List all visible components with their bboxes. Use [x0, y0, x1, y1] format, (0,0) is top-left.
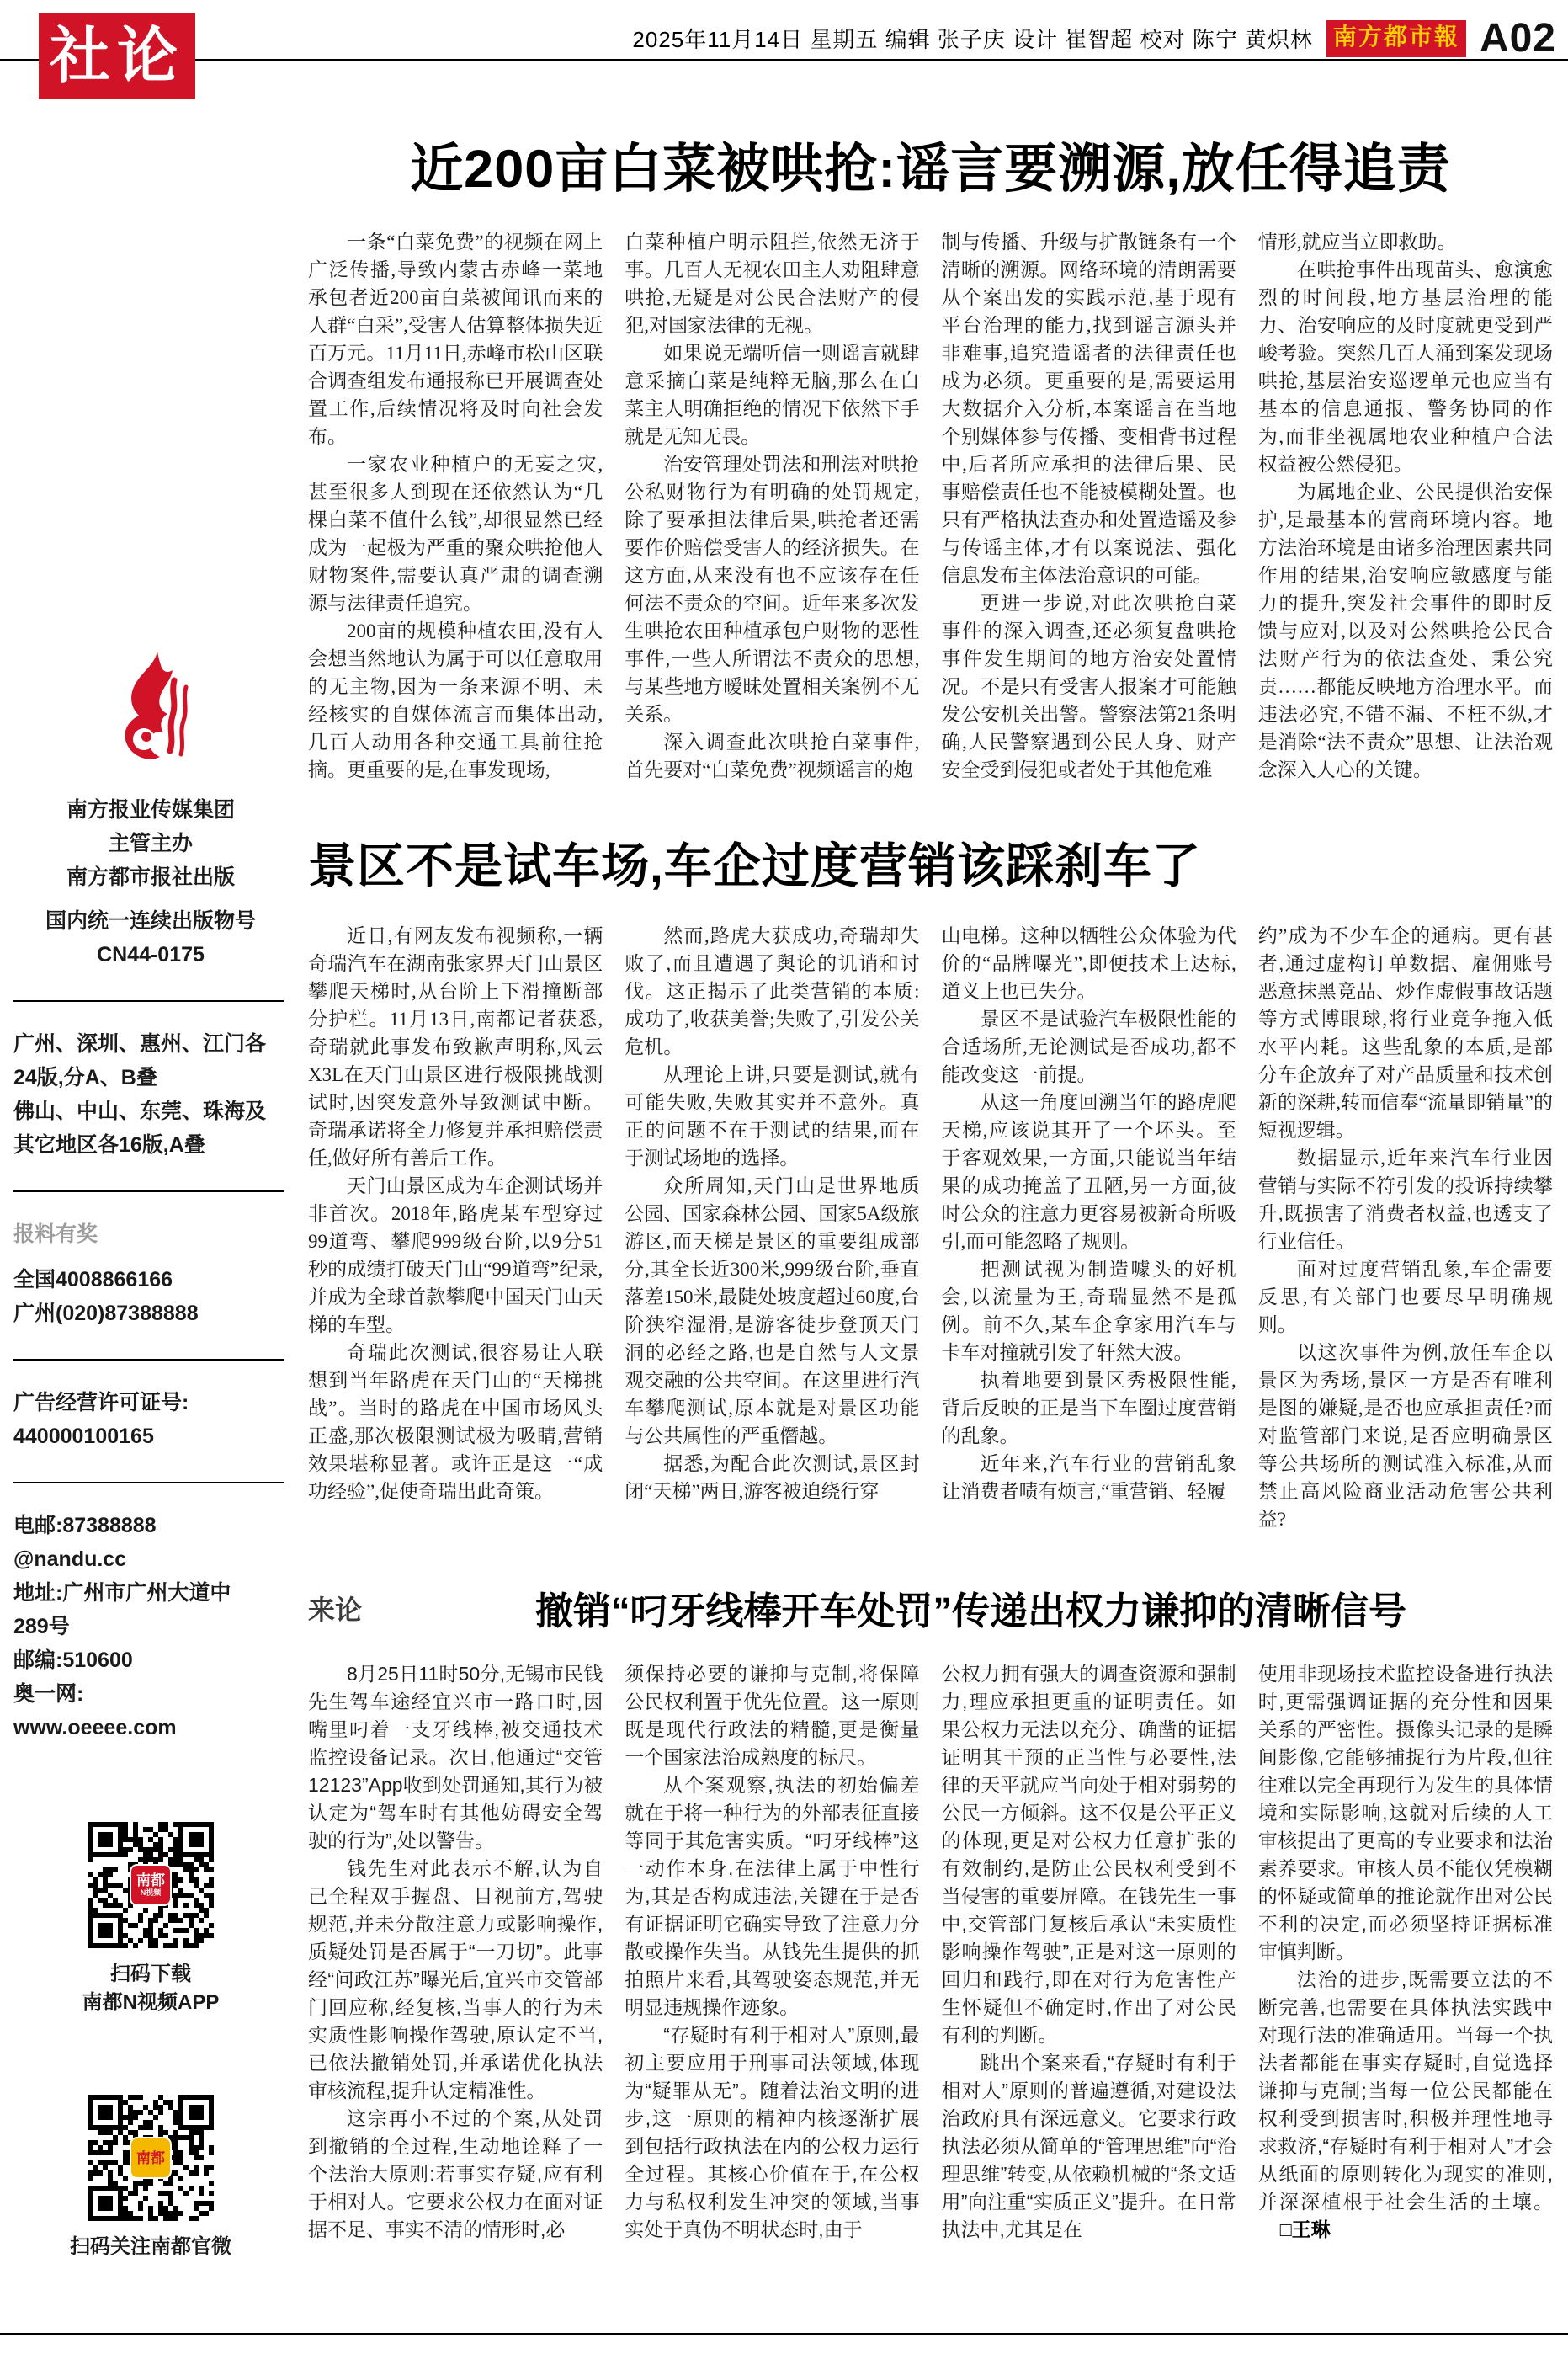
article-column [1258, 922, 1553, 1533]
contact-line: 289号 [13, 1615, 70, 1638]
publisher-line: 南方报业传媒集团 [66, 798, 235, 822]
dateline: 2025年11月14日 星期五 编辑 张子庆 设计 崔智超 校对 陈宁 黄炽林 [632, 27, 1313, 52]
article-paragraph: 一家农业种植户的无妄之灾,甚至很多人到现在还依然认为“几棵白菜不值什么钱”,却很显然已经成为一起极为严重的聚众哄抢他人财物案件,需要认真严肃的调查溯源与法律责任追究。 [308, 454, 603, 614]
issn-label: 国内统一连续出版物号 [45, 909, 256, 933]
page-bottom-rule [0, 2333, 1568, 2335]
article-paragraph: 据悉,为配合此次测试,景区封闭“天梯”两日,游客被迫绕行穿 [625, 1453, 920, 1502]
article-paragraph: 天门山景区成为车企测试场并非首次。2018年,路虎某车型穿过99道弯、攀爬999级台阶,以9分51秒的成绩打破天门山“99道弯”纪录,并成为全球首款攀爬中国天门山天梯的车型。 [308, 1175, 603, 1335]
article-paragraph: 钱先生对此表示不解,认为自己全程双手握盘、目视前方,驾驶规范,并未分散注意力或影响操作,质疑处罚是否属于“一刀切”。此事经“问政江苏”曝光后,宜兴市交管部门回应称,经复核,当事人的行为未实质性影响操作驾驶,原认定不当,已依法撤销处罚,并承诺优化执法审核流程,提升认定精准性。 [308, 1857, 603, 2101]
sidebar [0, 101, 296, 2329]
contact-line: 地址:广州市广州大道中 [13, 1581, 231, 1605]
editions-block [13, 1027, 288, 1162]
article-paragraph: 近日,有网友发布视频称,一辆奇瑞汽车在湖南张家界天门山景区攀爬天梯时,从台阶上下滑撞断部分护栏。11月13日,南都记者获悉,奇瑞就此事发布致歉声明称,风云X3L在天门山景区进行极限挑战测试时,因突发意外导致测试中断。奇瑞承诺将全力修复并承担赔偿责任,做好所有善后工作。 [308, 925, 603, 1169]
nandu-wechat-logo-text: 南都 [136, 2149, 165, 2166]
publisher-line: 主管主办 [108, 832, 193, 855]
article-column [1258, 228, 1553, 784]
article-columns [308, 228, 1553, 784]
qr-wechat-block [13, 2095, 288, 2261]
article-paragraph: 制与传播、升级与扩散链条有一个清晰的溯源。网络环境的清朗需要从个案出发的实践示范,基于现有平台治理的能力,找到谣言源头并非难事,追究造谣者的法律责任也成为必须。更重要的是,需要运用大数据介入分析,本案谣言在当地个别媒体参与传播、变相背书过程中,后者所应承担的法律后果、民事赔偿责任也不能被模糊处置。也只有严格执法查办和处置造谣及参与传谣主体,才有以案说法、强化信息发布主体法治意识的可能。 [941, 232, 1236, 586]
article-title: 景区不是试车场,车企过度营销该踩刹车了 [308, 839, 1201, 893]
article-paragraph: 奇瑞此次测试,很容易让人联想到当年路虎在天门山的“天梯挑战”。当时的路虎在中国市场风头正盛,那次极限测试极为吸睛,营销效果堪称显著。或许正是这一“成功经验”,促使奇瑞出此奇策。 [308, 1342, 603, 1502]
header-dateline-row [632, 15, 1556, 61]
sidebar-divider [13, 1190, 284, 1192]
section-badge [39, 13, 195, 99]
publisher-block [13, 793, 288, 894]
qr-wechat-caption [13, 2233, 288, 2261]
ad-license-label: 广告经营许可证号: [13, 1391, 189, 1414]
flame-logo-icon [107, 650, 194, 770]
issn-number: CN44-0175 [97, 943, 205, 967]
article-paragraph: 白菜种植户明示阻拦,依然无济于事。几百人无视农田主人劝阻肆意哄抢,无疑是对公民合法财产的侵犯,对国家法律的无视。 [625, 232, 920, 336]
qr-app-block [13, 1822, 288, 2017]
article-paragraph: 山电梯。这种以牺牲公众体验为代价的“品牌曝光”,即便技术上达标,道义上也已失分。 [941, 925, 1236, 1002]
qr-code-app-icon [88, 1822, 214, 1948]
article-paragraph: 景区不是试验汽车极限性能的合适场所,无论测试是否成功,都不能改变这一前提。 [941, 1009, 1236, 1085]
article-paragraph: 从个案观察,执法的初始偏差就在于将一种行为的外部表征直接等同于其危害实质。“叼牙线棒”这一动作本身,在法律上属于中性行为,其是否构成违法,关键在于是否有证据证明它确实导致了注意力分散或操作失当。从钱先生提供的抓拍照片来看,其驾驶姿态规范,并无明显违规操作迹象。 [625, 1774, 920, 2018]
contact-line: 邮编:510600 [13, 1648, 133, 1672]
tipoff-title: 报料有奖 [13, 1222, 98, 1246]
articles-area [296, 101, 1568, 2329]
tipoff-phone: 全国4008866166 [13, 1268, 173, 1292]
article-column [942, 922, 1236, 1533]
article-paragraph: 从理论上讲,只要是测试,就有可能失败,失败其实并不意外。真正的问题不在于测试的结果,而在于测试场地的选择。 [625, 1064, 920, 1169]
article-columns [308, 1660, 1553, 2244]
article-kicker: 来论 [308, 1594, 363, 1625]
section-label: 社论 [49, 23, 184, 90]
publisher-line: 南方都市报社出版 [66, 865, 235, 889]
article-column [942, 1660, 1236, 2244]
edition-line: 广州、深圳、惠州、江门各 [13, 1032, 267, 1056]
issn-block [13, 904, 288, 972]
nandu-app-logo-subtext: N视频 [140, 1888, 162, 1897]
article-paragraph: 治安管理处罚法和刑法对哄抢公私财物行为有明确的处罚规定,除了要承担法律后果,哄抢者还需要作价赔偿受害人的经济损失。在这方面,从来没有也不应该存在任何法不责众的空间。近年来多次发生哄抢农田种植承包户财物的恶性事件,一些人所谓法不责众的思想,与某些地方暧昧处置相关案例不无关系。 [625, 454, 920, 725]
qr-code-wechat-icon [88, 2095, 214, 2221]
contact-line: 奥一网: [13, 1682, 84, 1706]
qr-app-caption [13, 1960, 288, 2017]
nandu-app-logo-text: 南都 [136, 1872, 165, 1888]
contact-line: www.oeeee.com [13, 1716, 177, 1739]
article-column [625, 228, 919, 784]
edition-line: 其它地区各16版,A叠 [13, 1133, 205, 1157]
article-column [1258, 1660, 1553, 2244]
article-paragraph: 跳出个案来看,“存疑时有利于相对人”原则的普遍遵循,对建设法治政府具有深远意义。它要求行政执法必须从简单的“管理思维”向“治理思维”转变,从依赖机械的“条文适用”向注重“实质正义”提升。在日常执法中,尤其是在 [941, 2052, 1236, 2240]
article-column [942, 228, 1236, 784]
article-paragraph: 更进一步说,对此次哄抢白菜事件的深入调查,还必须复盘哄抢事件发生期间的地方治安处置情况。不是只有受害人报案才可能触发公安机关出警。警察法第21条明确,人民警察遇到公民人身、财产安全受到侵犯或者处于其他危难 [941, 593, 1236, 780]
tipoff-block [13, 1263, 288, 1330]
sidebar-divider [13, 1000, 284, 1002]
article-paragraph: “存疑时有利于相对人”原则,最初主要应用于刑事司法领域,体现为“疑罪从无”。随着法治文明的进步,这一原则的精神内核逐渐扩展到包括行政执法在内的公权力运行全过程。其核心价值在于,在公权力与私权利发生冲突的领域,当事实处于真伪不明状态时,由于 [625, 2024, 920, 2240]
caption-line: 扫码关注南都官微 [70, 2235, 231, 2258]
article-column [625, 922, 919, 1533]
article-column [308, 1660, 603, 2244]
caption-line: 扫码下载 [110, 1963, 191, 1985]
article-a1 [308, 126, 1553, 784]
ad-license-block [13, 1386, 288, 1453]
contact-line: 电邮:87388888 [13, 1514, 157, 1537]
article-paragraph: 执着地要到景区秀极限性能,背后反映的正是当下车圈过度营销的乱象。 [941, 1370, 1236, 1446]
article-a2 [308, 828, 1553, 1533]
article-paragraph: 然而,路虎大获成功,奇瑞却失败了,而且遭遇了舆论的讥诮和讨伐。这正揭示了此类营销的本质:成功了,收获美誉;失败了,引发公关危机。 [625, 925, 920, 1057]
article-title: 撤销“叼牙线棒开车处罚”传递出权力谦抑的清晰信号 [534, 1590, 1406, 1632]
article-paragraph: 数据显示,近年来汽车行业因营销与实际不符引发的投诉持续攀升,既损害了消费者权益,也透支了行业信任。 [1257, 1148, 1553, 1252]
article-column [625, 1660, 919, 2244]
article-paragraph: 把测试视为制造噱头的好机会,以流量为王,奇瑞显然不是孤例。前不久,某车企拿家用汽车与卡车对撞就引发了轩然大波。 [941, 1259, 1236, 1363]
article-columns [308, 922, 1553, 1533]
article-paragraph: 一条“白菜免费”的视频在网上广泛传播,导致内蒙古赤峰一菜地承包者近200亩白菜被闻讯而来的人群“白采”,受害人估算整体损失近百万元。11月11日,赤峰市松山区联合调查组发布通报称已开展调查处置工作,后续情况将及时向社会发布。 [308, 232, 603, 447]
article-paragraph: 8月25日11时50分,无锡市民钱先生驾车途经宜兴市一路口时,因嘴里叼着一支牙线棒,被交通技术监控设备记录。次日,他通过“交管12123”App收到处罚通知,其行为被认定为“驾车时有其他妨碍安全驾驶的行为”,处以警告。 [308, 1663, 603, 1851]
edition-line: 佛山、中山、东莞、珠海及 [13, 1100, 267, 1123]
article-title: 近200亩白菜被哄抢:谣言要溯源,放任得追责 [410, 140, 1451, 199]
masthead-logo: 南方都市報 [1326, 20, 1466, 57]
page-content [0, 101, 1568, 2329]
nandu-wechat-logo [130, 2137, 172, 2179]
tipoff-phone: 广州(020)87388888 [13, 1302, 199, 1325]
article-paragraph: 近年来,汽车行业的营销乱象让消费者啧有烦言,“重营销、轻履 [941, 1453, 1236, 1502]
article-paragraph: 情形,就应当立即救助。 [1257, 232, 1457, 253]
article-paragraph: 为属地企业、公民提供治安保护,是最基本的营商环境内容。地方法治环境是由诸多治理因素共同作用的结果,治安响应敏感度与能力的提升,突发社会事件的即时反馈与应对,以及对公然哄抢公民合法财产行为的依法查处、秉公究责……都能反映地方治理水平。而违法必究,不错不漏、不枉不纵,才是消除“法不责众”思想、让法治观念深入人心的关键。 [1257, 482, 1553, 780]
caption-line: 南都N视频APP [82, 1991, 220, 2014]
article-byline: □王琳 [1279, 2218, 1331, 2240]
article-paragraph: 从这一角度回溯当年的路虎爬天梯,应该说其开了一个坏头。至于客观效果,一方面,只能说当年结果的成功掩盖了丑陋,另一方面,彼时公众的注意力更容易被新奇所吸引,而可能忽略了规则。 [941, 1092, 1236, 1252]
article-paragraph: 深入调查此次哄抢白菜事件,首先要对“白菜免费”视频谣言的炮 [625, 732, 920, 780]
article-paragraph: 以这次事件为例,放任车企以景区为秀场,景区一方是否有唯利是图的嫌疑,是否也应承担责任?而对监管部门来说,是否应明确景区等公共场所的测试准入标准,从而禁止高风险商业活动危害公共利益? [1257, 1342, 1553, 1530]
contact-block [13, 1509, 288, 1744]
article-paragraph: 面对过度营销乱象,车企需要反思,有关部门也要尽早明确规则。 [1257, 1259, 1553, 1335]
ad-license-number: 440000100165 [13, 1425, 154, 1448]
article-paragraph: 在哄抢事件出现苗头、愈演愈烈的时间段,地方基层治理的能力、治安响应的及时度就更受到严峻考验。突然几百人涌到案发现场哄抢,基层治安巡逻单元也应当有基本的信息通报、警务协同的作为,而非坐视属地农业种植户合法权益被公然侵犯。 [1257, 259, 1553, 475]
article-paragraph: 200亩的规模种植农田,没有人会想当然地认为属于可以任意取用的无主物,因为一条来源不明、未经核实的自媒体流言而集体出动,几百人动用各种交通工具前往抢摘。更重要的是,在事发现场, [308, 620, 603, 780]
page-number: A02 [1479, 16, 1556, 61]
article-paragraph: 如果说无端听信一则谣言就肆意采摘白菜是纯粹无脑,那么在白菜主人明确拒绝的情况下依然下手就是无知无畏。 [625, 343, 920, 447]
article-paragraph: 须保持必要的谦抑与克制,将保障公民权利置于优先位置。这一原则既是现代行政法的精髓,更是衡量一个国家法治成熟度的标尺。 [625, 1663, 920, 1768]
article-paragraph: 这宗再小不过的个案,从处罚到撤销的全过程,生动地诠释了一个法治大原则:若事实存疑,应有利于相对人。它要求公权力在面对证据不足、事实不清的情形时,必 [308, 2107, 603, 2240]
article-paragraph: 法治的进步,既需要立法的不断完善,也需要在具体执法实践中对现行法的准确适用。当每一个执法者都能在事实存疑时,自觉选择谦抑与克制;当每一位公民都能在权利受到损害时,积极并理性地寻求救济,“存疑时有利于相对人”才会从纸面的原则转化为现实的准则,并深深植根于社会生活的土壤。□王琳 [1258, 1966, 1553, 2244]
nandu-app-logo [130, 1864, 172, 1906]
sidebar-divider [13, 1359, 284, 1361]
article-a3 [308, 1580, 1553, 2244]
article-paragraph: 使用非现场技术监控设备进行执法时,更需强调证据的充分性和因果关系的严密性。摄像头记录的是瞬间影像,它能够捕捉行为片段,但往往难以完全再现行为发生的具体情境和实际影响,这就对后续的人工审核提出了更高的专业要求和法治素养要求。审核人员不能仅凭模糊的怀疑或简单的推论就作出对公民不利的决定,而必须坚持证据标准审慎判断。 [1257, 1663, 1553, 1963]
article-column [308, 228, 603, 784]
article-kicker-row [308, 1580, 1553, 1635]
contact-line: @nandu.cc [13, 1547, 127, 1571]
article-paragraph: 公权力拥有强大的调查资源和强制力,理应承担更重的证明责任。如果公权力无法以充分、确凿的证据证明其干预的正当性与必要性,法律的天平就应当向处于相对弱势的公民一方倾斜。这不仅是公平正义的体现,更是对公权力任意扩张的有效制约,是防止公民权利受到不当侵害的重要屏障。在钱先生一事中,交管部门复核后承认“未实质性影响操作驾驶”,正是对这一原则的回归和践行,即在对行为危害性产生怀疑但不确定时,作出了对公民有利的判断。 [941, 1663, 1236, 2046]
sidebar-divider [13, 1482, 284, 1483]
article-column [308, 922, 603, 1533]
article-paragraph: 约”成为不少车企的通病。更有甚者,通过虚构订单数据、雇佣账号恶意抹黑竞品、炒作虚假事故话题等方式博眼球,将行业竞争拖入低水平内耗。这些乱象的本质,是部分车企放弃了对产品质量和技术创新的深耕,转而信奉“流量即销量”的短视逻辑。 [1257, 925, 1553, 1141]
edition-line: 24版,分A、B叠 [13, 1066, 157, 1089]
article-paragraph: 众所周知,天门山是世界地质公园、国家森林公园、国家5A级旅游区,而天梯是景区的重要组成部分,其全长近300米,999级台阶,垂直落差150米,最陡处坡度超过60度,台阶狭窄湿滑,是游客徒步登顶天门洞的必经之路,也是自然与人文景观交融的公共空间。在这里进行汽车攀爬测试,原本就是对景区功能与公共属性的严重僭越。 [625, 1175, 920, 1446]
